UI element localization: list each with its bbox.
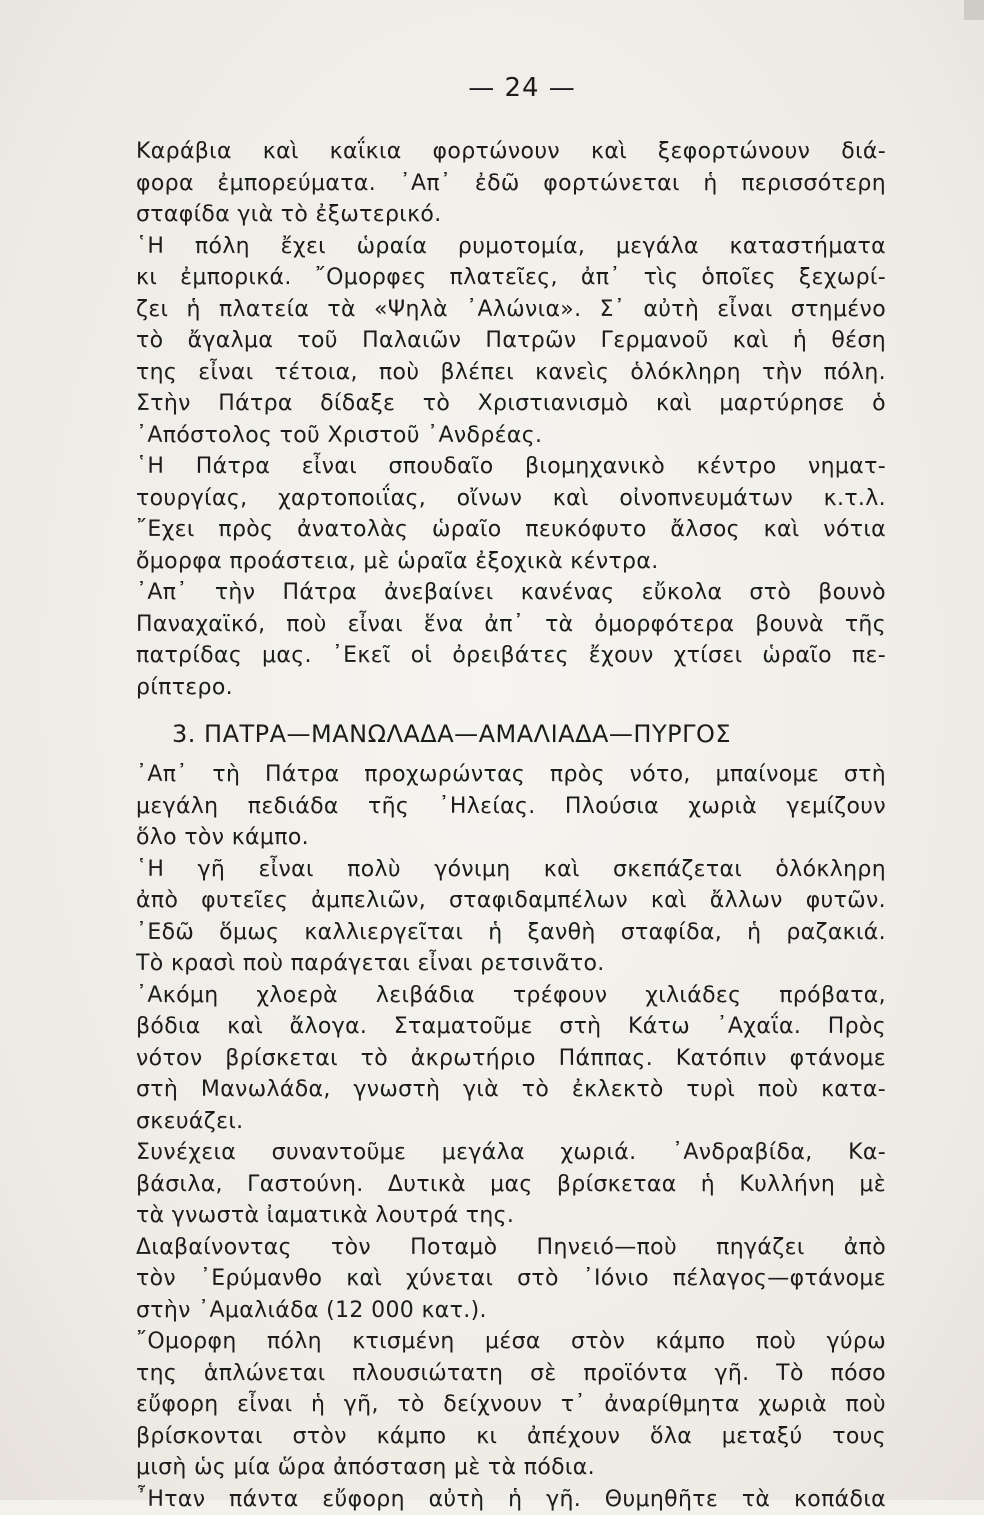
text-line: Καράβια καὶ καΐκια φορτώνουν καὶ ξεφορτώνουν διά- [136, 136, 886, 168]
text-line: Διαβαίνοντας τὸν Ποταμὸ Πηνειό—ποὺ πηγάζει ἀπὸ [136, 1232, 886, 1264]
text-line: ᾿Εδῶ ὅμως καλλιεργεῖται ἡ ξανθὴ σταφίδα, ἡ ραζακιά. [136, 917, 886, 949]
text-line: ῎Ομορφη πόλη κτισμένη μέσα στὸν κάμπο ποὺ γύρω [136, 1326, 886, 1358]
text-line: μισὴ ὡς μία ὥρα ἀπόσταση μὲ τὰ πόδια. [136, 1452, 886, 1484]
text-line: ᾿Απ᾿ τὴ Πάτρα προχωρώντας πρὸς νότο, μπαίνομε στὴ [136, 759, 886, 791]
section-body [136, 759, 886, 1515]
text-line: ῾Η Πάτρα εἶναι σπουδαῖο βιομηχανικὸ κέντρο νηματ- [136, 451, 886, 483]
text-line: σταφίδα γιὰ τὸ ἐξωτερικό. [136, 199, 886, 231]
text-line: Συνέχεια συναντοῦμε μεγάλα χωριά. ᾿Ανδραβίδα, Κα- [136, 1137, 886, 1169]
text-line: Παναχαϊκό, ποὺ εἶναι ἕνα ἀπ᾿ τὰ ὀμορφότερα βουνὰ τῆς [136, 609, 886, 641]
text-line: εὔφορη εἶναι ἡ γῆ, τὸ δείχνουν τ᾿ ἀναρίθμητα χωριὰ ποὺ [136, 1389, 886, 1421]
text-line: της εἶναι τέτοια, ποὺ βλέπει κανεὶς ὁλόκληρη τὴν πόλη. [136, 357, 886, 389]
text-line: ᾿Απόστολος τοῦ Χριστοῦ ᾿Ανδρέας. [136, 420, 886, 452]
text-line: τουργίας, χαρτοποιΐας, οἴνων καὶ οἰνοπνευμάτων κ.τ.λ. [136, 483, 886, 515]
text-line: της ἁπλώνεται πλουσιώτατη σὲ προϊόντα γῆ. Τὸ πόσο [136, 1358, 886, 1390]
text-line: ρίπτερο. [136, 672, 886, 704]
text-line: Στὴν Πάτρα δίδαξε τὸ Χριστιανισμὸ καὶ μαρτύρησε ὁ [136, 388, 886, 420]
text-line: μεγάλη πεδιάδα τῆς ᾿Ηλείας. Πλούσια χωριὰ γεμίζουν [136, 791, 886, 823]
text-line: ζει ἡ πλατεία τὰ «Ψηλὰ ᾿Αλώνια». Σ᾿ αὐτὴ εἶναι στημένο [136, 294, 886, 326]
text-line: ᾿Απ᾿ τὴν Πάτρα ἀνεβαίνει κανένας εὔκολα στὸ βουνὸ [136, 577, 886, 609]
text-line: ᾿Ακόμη χλοερὰ λειβάδια τρέφουν χιλιάδες πρόβατα, [136, 980, 886, 1012]
text-line: φορα ἐμπορεύματα. ᾿Απ᾿ ἐδῶ φορτώνεται ἡ περισσότερη [136, 168, 886, 200]
text-line: Τὸ κρασὶ ποὺ παράγεται εἶναι ρετσινᾶτο. [136, 948, 886, 980]
text-line: ὅλο τὸν κάμπο. [136, 822, 886, 854]
text-line: ῏Ηταν πάντα εὔφορη αὐτὴ ἡ γῆ. Θυμηθῆτε τὰ κοπάδια [136, 1484, 886, 1515]
text-line: στὴ Μανωλάδα, γνωστὴ γιὰ τὸ ἐκλεκτὸ τυρὶ ποὺ κατα- [136, 1074, 886, 1106]
text-line: στὴν ᾿Αμαλιάδα (12 000 κατ.). [136, 1295, 886, 1327]
text-line: σκευάζει. [136, 1106, 886, 1138]
text-line: βάσιλα, Γαστούνη. Δυτικὰ μας βρίσκεταα ἡ Κυλλήνη μὲ [136, 1169, 886, 1201]
text-line: τὸ ἄγαλμα τοῦ Παλαιῶν Πατρῶν Γερμανοῦ καὶ ἡ θέση [136, 325, 886, 357]
text-line: ῾Η γῆ εἶναι πολὺ γόνιμη καὶ σκεπάζεται ὁλόκληρη [136, 854, 886, 886]
text-line: ἀπὸ φυτεῖες ἀμπελιῶν, σταφιδαμπέλων καὶ ἄλλων φυτῶν. [136, 885, 886, 917]
text-line: ῎Εχει πρὸς ἀνατολὰς ὡραῖο πευκόφυτο ἄλσος καὶ νότια [136, 514, 886, 546]
text-line: τὰ γνωστὰ ἰαματικὰ λουτρά της. [136, 1200, 886, 1232]
text-line: κι ἐμπορικά. ῎Ομορφες πλατεῖες, ἀπ᾿ τὶς ὁποῖες ξεχωρί- [136, 262, 886, 294]
page-number: — 24 — [30, 73, 984, 103]
text-line: βόδια καὶ ἄλογα. Σταματοῦμε στὴ Κάτω ᾿Αχαΐα. Πρὸς [136, 1011, 886, 1043]
text-line: πατρίδας μας. ᾿Εκεῖ οἱ ὀρειβάτες ἔχουν χτίσει ὡραῖο πε- [136, 640, 886, 672]
text-line: ὄμορφα προάστεια, μὲ ὡραῖα ἐξοχικὰ κέντρα. [136, 546, 886, 578]
body-text [136, 136, 886, 1515]
section-heading: 3. ΠΑΤΡΑ—ΜΑΝΩΛΑΔΑ—ΑΜΑΛΙΑΔΑ—ΠΥΡΓΟΣ [136, 715, 886, 753]
text-line: νότον βρίσκεται τὸ ἀκρωτήριο Πάππας. Κατόπιν φτάνομε [136, 1043, 886, 1075]
text-line: ῾Η πόλη ἔχει ὡραία ρυμοτομία, μεγάλα καταστήματα [136, 231, 886, 263]
scan-corner [964, 0, 984, 20]
paragraph-section [136, 136, 886, 703]
text-line: τὸν ᾿Ερύμανθο καὶ χύνεται στὸ ᾿Ιόνιο πέλαγος—φτάνομε [136, 1263, 886, 1295]
text-line: βρίσκονται στὸν κάμπο κι ἀπέχουν ὅλα μεταξύ τους [136, 1421, 886, 1453]
